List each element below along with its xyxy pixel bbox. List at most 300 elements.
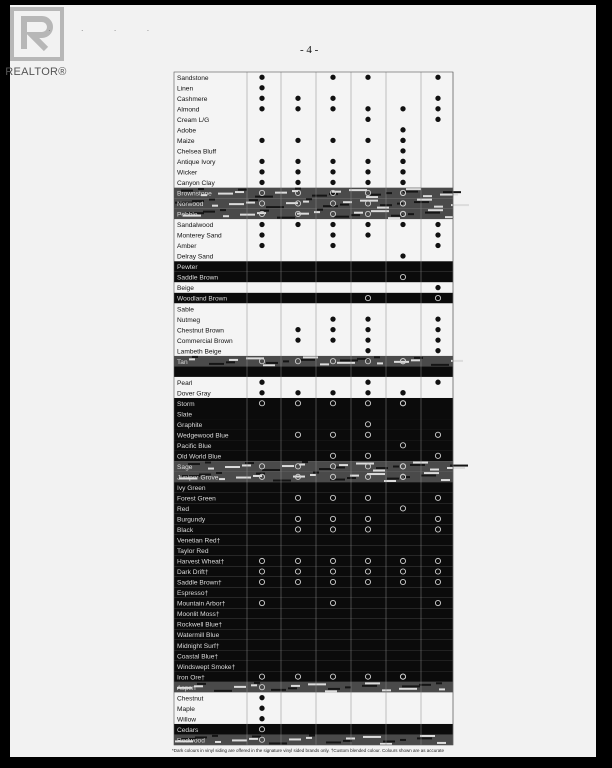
colour-name: Cashmere xyxy=(177,95,208,103)
scan-noise xyxy=(273,480,291,482)
availability-dot xyxy=(366,222,370,226)
scan-noise xyxy=(386,192,392,194)
scan-noise xyxy=(365,682,380,684)
scan-noise xyxy=(340,359,358,361)
availability-dot xyxy=(331,107,335,111)
colour-name: Commercial Brown xyxy=(177,337,233,345)
availability-dot xyxy=(366,138,370,142)
colour-name: Saddle Brown xyxy=(177,274,219,282)
availability-dot xyxy=(366,380,370,384)
availability-dot xyxy=(260,233,264,237)
scan-noise xyxy=(300,359,315,361)
scan-noise xyxy=(302,461,308,463)
availability-dot xyxy=(401,159,405,163)
scan-noise xyxy=(232,739,247,741)
availability-dot xyxy=(296,107,300,111)
colour-name: Nutmeg xyxy=(177,316,201,324)
colour-name: Cedars xyxy=(177,726,199,734)
table-row xyxy=(174,514,453,525)
availability-dot xyxy=(260,222,264,226)
availability-dot xyxy=(331,75,335,79)
scan-noise xyxy=(402,685,420,687)
scan-noise xyxy=(240,214,255,216)
table-row xyxy=(174,125,453,136)
availability-dot xyxy=(401,107,405,111)
availability-dot xyxy=(436,222,440,226)
colour-name: Rockwell Blue† xyxy=(177,621,223,629)
availability-dot xyxy=(366,327,370,331)
scan-noise xyxy=(394,361,409,363)
table-row xyxy=(174,566,453,577)
scan-noise xyxy=(236,477,251,479)
scan-noise xyxy=(229,359,238,361)
colour-name: Delray Sand xyxy=(177,253,214,261)
scan-noise xyxy=(328,688,340,690)
scan-noise xyxy=(417,199,432,201)
scan-noise xyxy=(309,734,315,736)
colour-name: Pearl xyxy=(177,379,193,387)
scan-noise xyxy=(226,361,235,363)
scan-noise xyxy=(252,735,261,737)
scan-noise xyxy=(343,740,352,742)
scan-noise xyxy=(192,356,198,358)
scan-noise xyxy=(312,195,327,197)
scan-noise xyxy=(421,475,436,477)
table-row xyxy=(174,251,453,262)
availability-dot xyxy=(436,96,440,100)
scan-noise xyxy=(295,188,301,190)
scan-noise xyxy=(428,209,443,211)
scan-noise xyxy=(447,467,465,469)
scan-noise xyxy=(249,199,258,201)
scan-noise xyxy=(212,205,218,207)
scan-noise xyxy=(225,466,240,468)
availability-dot xyxy=(296,391,300,395)
table-row xyxy=(174,135,453,146)
availability-dot xyxy=(260,159,264,163)
table-row xyxy=(174,104,453,115)
availability-dot xyxy=(296,170,300,174)
scan-noise xyxy=(340,204,349,206)
scan-noise xyxy=(251,684,257,686)
scan-noise xyxy=(286,202,298,204)
availability-dot xyxy=(260,695,264,699)
scan-noise xyxy=(317,209,323,211)
scan-noise xyxy=(208,468,214,470)
scan-noise xyxy=(445,216,454,218)
scan-noise xyxy=(297,213,309,215)
table-row xyxy=(174,713,453,724)
scan-noise xyxy=(354,212,363,214)
availability-dot xyxy=(260,96,264,100)
availability-dot xyxy=(401,180,405,184)
scan-noise xyxy=(242,464,251,466)
scan-noise xyxy=(451,204,469,206)
availability-dot xyxy=(296,180,300,184)
colour-name: Wedgewood Blue xyxy=(177,432,229,440)
scan-noise xyxy=(234,686,246,688)
scan-noise xyxy=(423,195,432,197)
availability-dot xyxy=(366,391,370,395)
table-row xyxy=(174,261,453,272)
scan-noise xyxy=(377,362,383,364)
colour-name: Ivy Green xyxy=(177,485,206,493)
availability-dot xyxy=(436,75,440,79)
availability-dot xyxy=(401,149,405,153)
scan-noise xyxy=(431,364,449,366)
scan-noise xyxy=(363,736,381,738)
availability-dot xyxy=(401,128,405,132)
colour-name: Willow xyxy=(177,716,197,724)
availability-dot xyxy=(296,222,300,226)
scan-noise xyxy=(235,191,244,193)
scan-noise xyxy=(377,207,389,209)
scan-noise xyxy=(346,737,355,739)
scan-noise xyxy=(254,682,260,684)
scan-noise xyxy=(263,364,275,366)
availability-dot xyxy=(331,233,335,237)
scan-noise xyxy=(437,742,446,744)
scan-artifacts: · · · · xyxy=(48,26,164,35)
scan-noise xyxy=(249,738,258,740)
table-row xyxy=(174,93,453,104)
scan-noise xyxy=(413,462,428,464)
scan-noise xyxy=(383,740,395,742)
scan-noise xyxy=(408,213,414,215)
scan-noise xyxy=(443,191,461,193)
availability-dot xyxy=(366,317,370,321)
availability-dot xyxy=(260,717,264,721)
scan-noise xyxy=(212,735,218,737)
colour-name: Forest Green xyxy=(177,495,216,503)
availability-dot xyxy=(296,327,300,331)
scan-noise xyxy=(308,683,326,685)
scan-noise xyxy=(215,741,221,743)
table-row xyxy=(174,314,453,325)
colour-name: Venetian Red† xyxy=(177,537,221,545)
colour-name: Lambeth Beige xyxy=(177,348,222,356)
scan-noise xyxy=(189,358,195,360)
scan-noise xyxy=(314,211,320,213)
scan-noise xyxy=(399,688,417,690)
scan-noise xyxy=(400,739,406,741)
scan-noise xyxy=(388,217,400,219)
colour-name: Chestnut xyxy=(177,695,204,703)
table-row xyxy=(174,177,453,188)
table-row xyxy=(174,303,453,314)
table-row xyxy=(174,409,453,420)
table-row xyxy=(174,671,453,682)
table-row xyxy=(174,240,453,251)
colour-name: Sandalwood xyxy=(177,222,214,230)
scan-noise xyxy=(291,685,300,687)
colour-name: Woodland Brown xyxy=(177,295,228,303)
scan-noise xyxy=(436,682,442,684)
scan-noise xyxy=(387,478,399,480)
table-row xyxy=(174,724,453,735)
colour-name: Antique Ivory xyxy=(177,159,216,167)
scan-noise xyxy=(238,189,247,191)
colour-name: Pebble xyxy=(177,211,198,219)
colour-name: Sage xyxy=(177,463,193,471)
table-row xyxy=(174,387,453,398)
availability-dot xyxy=(366,180,370,184)
availability-dot xyxy=(331,222,335,226)
scan-noise xyxy=(336,467,345,469)
colour-name: Burgundy xyxy=(177,516,206,524)
scan-noise xyxy=(334,216,349,218)
colour-name: Midnight Surf† xyxy=(177,642,220,650)
scan-noise xyxy=(197,683,206,685)
colour-name: Beige xyxy=(177,285,194,293)
availability-dot xyxy=(331,243,335,247)
scan-noise xyxy=(310,474,316,476)
scan-noise xyxy=(209,363,224,365)
colour-name: Pacific Blue xyxy=(177,442,212,450)
scan-noise xyxy=(255,196,273,198)
colour-name: Brownstone xyxy=(177,190,212,198)
availability-dot xyxy=(436,338,440,342)
availability-dot xyxy=(260,86,264,90)
scan-noise xyxy=(345,686,351,688)
availability-dot xyxy=(331,327,335,331)
colour-name: Taylor Red xyxy=(177,548,209,556)
table-row xyxy=(174,524,453,535)
scan-noise xyxy=(374,356,380,358)
colour-name: Moonlit Moss† xyxy=(177,611,220,619)
colour-name: Aspen xyxy=(177,684,196,692)
colour-name: Coastal Blue† xyxy=(177,653,219,661)
availability-dot xyxy=(296,138,300,142)
colour-name: Maple xyxy=(177,705,195,713)
colour-name: Canyon Clay xyxy=(177,180,215,188)
availability-dot xyxy=(260,138,264,142)
availability-dot xyxy=(331,317,335,321)
availability-dot xyxy=(331,338,335,342)
colour-name: Adobe xyxy=(177,127,197,135)
scan-noise xyxy=(306,737,312,739)
table-row xyxy=(174,366,453,377)
table-row xyxy=(174,282,453,293)
colour-name: Almond xyxy=(177,106,200,114)
table-footnote: *Dark colours in vinyl siding are offered in the signature vinyl sided brands only. †Custom blended colour. Colours shown are as accurate xyxy=(172,748,444,753)
availability-dot xyxy=(260,180,264,184)
scan-noise xyxy=(214,690,232,692)
colour-name: Harvest Wheat† xyxy=(177,558,225,566)
availability-dot xyxy=(331,96,335,100)
colour-name: Redwood xyxy=(177,737,205,745)
scan-noise xyxy=(266,362,278,364)
table-row xyxy=(174,72,453,83)
scan-noise xyxy=(406,188,421,190)
scan-noise xyxy=(253,475,262,477)
availability-dot xyxy=(436,107,440,111)
table-row xyxy=(174,503,453,514)
colour-name: Cream L/G xyxy=(177,116,210,124)
scan-noise xyxy=(220,209,226,211)
scan-noise xyxy=(325,690,337,692)
availability-dot xyxy=(436,348,440,352)
scan-noise xyxy=(393,466,399,468)
availability-dot xyxy=(366,117,370,121)
scan-noise xyxy=(332,191,341,193)
availability-dot xyxy=(366,107,370,111)
scan-noise xyxy=(404,476,410,478)
colour-name: Monterey Sand xyxy=(177,232,222,240)
scan-noise xyxy=(269,742,287,744)
scan-noise xyxy=(223,215,229,217)
availability-dot xyxy=(436,285,440,289)
scan-noise xyxy=(339,464,348,466)
scan-noise xyxy=(246,202,255,204)
availability-dot xyxy=(436,243,440,247)
availability-dot xyxy=(260,170,264,174)
scan-noise xyxy=(410,464,425,466)
availability-dot xyxy=(436,380,440,384)
availability-dot xyxy=(296,338,300,342)
availability-dot xyxy=(260,243,264,247)
scan-noise xyxy=(337,362,355,364)
colour-name: Black xyxy=(177,527,194,535)
availability-dot xyxy=(331,159,335,163)
scan-noise xyxy=(289,738,301,740)
colour-name: Wicker xyxy=(177,169,198,177)
availability-dot xyxy=(401,254,405,258)
availability-dot xyxy=(401,222,405,226)
availability-dot xyxy=(366,338,370,342)
table-row xyxy=(174,198,453,209)
table-row xyxy=(174,377,453,388)
availability-dot xyxy=(331,391,335,395)
scan-noise xyxy=(349,189,367,191)
scan-noise xyxy=(430,469,439,471)
scan-noise xyxy=(362,685,377,687)
scan-noise xyxy=(282,465,294,467)
scan-noise xyxy=(326,741,341,743)
availability-dot xyxy=(366,159,370,163)
scan-noise xyxy=(266,206,284,208)
scan-noise xyxy=(373,470,385,472)
availability-dot xyxy=(331,138,335,142)
scan-noise xyxy=(245,462,254,464)
scan-noise xyxy=(424,472,439,474)
availability-dot xyxy=(436,117,440,121)
colour-name: Maize xyxy=(177,138,195,146)
availability-dot xyxy=(401,138,405,142)
scan-noise xyxy=(323,205,338,207)
scan-noise xyxy=(441,479,450,481)
colour-name: Old World Blue xyxy=(177,453,222,461)
availability-dot xyxy=(401,391,405,395)
colour-name: Red xyxy=(177,506,190,514)
colour-name: Amber xyxy=(177,243,197,251)
table-row xyxy=(174,83,453,94)
scan-noise xyxy=(288,687,297,689)
colour-name: Graphite xyxy=(177,421,203,429)
table-row xyxy=(174,692,453,703)
availability-dot xyxy=(260,380,264,384)
availability-dot xyxy=(436,233,440,237)
colour-name: Iron Ore† xyxy=(177,674,205,682)
availability-dot xyxy=(260,706,264,710)
colour-name: Storm xyxy=(177,400,195,408)
colour-name: Saddle Brown† xyxy=(177,579,222,587)
scan-noise xyxy=(371,210,389,212)
page-number: - 4 - xyxy=(300,44,319,56)
colour-name: Norwood xyxy=(177,201,204,209)
scan-noise xyxy=(350,475,359,477)
table-row xyxy=(174,703,453,714)
availability-dot xyxy=(260,107,264,111)
scan-noise xyxy=(417,737,432,739)
scan-noise xyxy=(343,201,352,203)
availability-dot xyxy=(260,75,264,79)
availability-dot xyxy=(331,180,335,184)
scan-noise xyxy=(411,359,420,361)
colour-name: Chestnut Brown xyxy=(177,327,224,335)
colour-name: Pewter xyxy=(177,264,198,272)
colour-name: Dark Drift† xyxy=(177,569,209,577)
availability-dot xyxy=(296,159,300,163)
scan-noise xyxy=(425,212,440,214)
scan-noise xyxy=(262,469,280,471)
scan-noise xyxy=(439,688,445,690)
table-row xyxy=(174,167,453,178)
availability-dot xyxy=(366,75,370,79)
scan-noise xyxy=(271,689,286,691)
colour-name: Tan xyxy=(177,358,188,366)
colour-name: Chelsea Bluff xyxy=(177,148,217,156)
availability-dot xyxy=(296,96,300,100)
scan-noise xyxy=(434,206,443,208)
scan-noise xyxy=(205,461,211,463)
scan-noise xyxy=(277,217,295,219)
scan-noise xyxy=(440,194,458,196)
table-row xyxy=(174,156,453,167)
availability-dot xyxy=(366,170,370,174)
scan-noise xyxy=(414,357,423,359)
scan-noise xyxy=(203,211,215,213)
availability-dot xyxy=(436,317,440,321)
scan-noise xyxy=(347,477,356,479)
colour-name: Slate xyxy=(177,411,193,419)
table-row xyxy=(174,219,453,230)
availability-dot xyxy=(366,233,370,237)
colour-name: Linen xyxy=(177,85,194,93)
availability-dot xyxy=(401,170,405,174)
availability-dot xyxy=(436,327,440,331)
scan-noise xyxy=(366,196,378,198)
scan-noise xyxy=(382,689,391,691)
scan-noise xyxy=(218,193,233,195)
availability-dot xyxy=(260,391,264,395)
scan-noise xyxy=(303,201,309,203)
table-row xyxy=(174,545,453,556)
scan-noise xyxy=(306,198,312,200)
colour-name: Espresso† xyxy=(177,590,209,598)
table-row xyxy=(174,398,453,409)
realtor-logo-text: REALTOR® xyxy=(5,66,67,78)
colour-name: Dover Gray xyxy=(177,390,211,398)
colour-name: Sable xyxy=(177,306,194,314)
table-row xyxy=(174,114,453,125)
colour-name: Watermill Blue xyxy=(177,632,220,640)
scan-noise xyxy=(420,735,435,737)
table-row xyxy=(174,419,453,430)
scan-noise xyxy=(351,214,360,216)
scan-noise xyxy=(293,476,305,478)
availability-dot xyxy=(366,348,370,352)
